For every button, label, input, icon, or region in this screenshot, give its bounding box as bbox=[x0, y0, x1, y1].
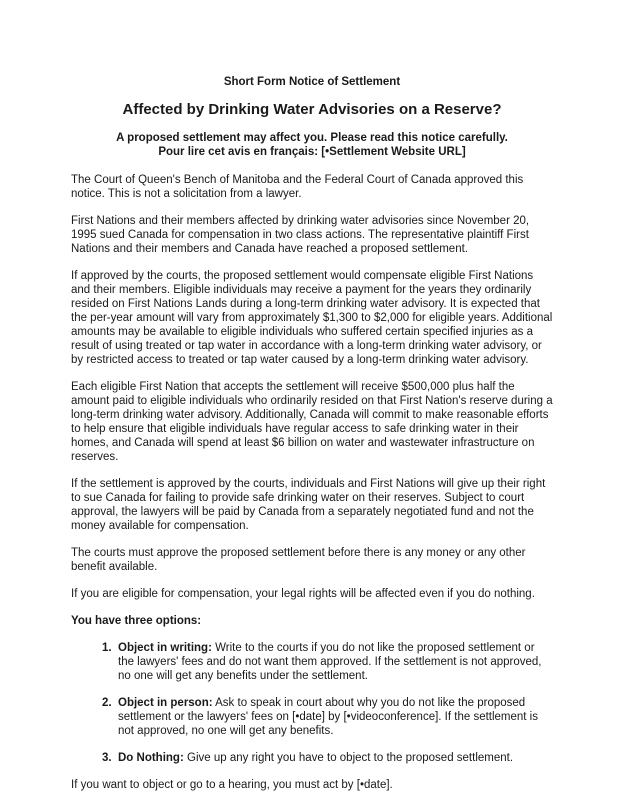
paragraph-legal-rights-affected: If you are eligible for compensation, your legal rights will be affected even if you do nothing. bbox=[71, 588, 535, 600]
subtitle-block bbox=[71, 131, 553, 159]
page-title: Affected by Drinking Water Advisories on a Reserve? bbox=[122, 101, 502, 118]
option-label: Do Nothing: bbox=[118, 752, 184, 764]
closing-paragraph: If you want to object or go to a hearing, you must act by [•date]. bbox=[71, 779, 393, 791]
option-number: 2. bbox=[102, 697, 112, 709]
option-body bbox=[118, 641, 553, 683]
option-item-object-in-writing bbox=[102, 641, 553, 683]
option-text: Write to the courts if you do not like the proposed settlement or the lawyers' fees and do not want them approved. If the settlement is not approved, no one will get any benefits under the settlement. bbox=[118, 642, 542, 682]
paragraph-courts-must-approve: The courts must approve the proposed settlement before there is any money or any other benefit available. bbox=[71, 547, 526, 573]
option-number: 3. bbox=[102, 752, 112, 764]
option-label: Object in person: bbox=[118, 697, 213, 709]
option-label: Object in writing: bbox=[118, 642, 212, 654]
option-body bbox=[118, 751, 553, 765]
subtitle-line-1: A proposed settlement may affect you. Please read this notice carefully. bbox=[116, 132, 508, 144]
paragraph-court-approved: The Court of Queen's Bench of Manitoba and the Federal Court of Canada approved this notice. This is not a solicitation from a lawyer. bbox=[71, 174, 524, 200]
paragraph-class-actions: First Nations and their members affected by drinking water advisories since November 20, 1995 sued Canada for compensation in two class actions. The representative plaintiff First Nations and their members and Canada have reached a proposed settlement. bbox=[71, 215, 530, 255]
document-kicker: Short Form Notice of Settlement bbox=[223, 76, 401, 88]
options-heading: You have three options: bbox=[71, 615, 202, 627]
paragraph-first-nation-amounts: Each eligible First Nation that accepts the settlement will receive $500,000 plus half the amount paid to eligible individuals who ordinarily resided on that First Nation's reserve during a long-term drinking water advisory. Additionally, Canada will commit to make reasonable efforts to help ensure that eligible individuals have regular access to safe drinking water in their homes, and Canada will spend at least $6 billion on water and wastewater infrastructure on reserves. bbox=[71, 381, 553, 463]
option-item-object-in-person bbox=[102, 696, 553, 738]
paragraph-rights-given-up: If the settlement is approved by the courts, individuals and First Nations will give up their right to sue Canada for failing to provide safe drinking water on their reserves. Subject to court approval, the lawyers will be paid by Canada from a separately negotiated fund and not the money available for compensation. bbox=[71, 478, 546, 532]
option-number: 1. bbox=[102, 642, 112, 654]
option-text: Ask to speak in court about why you do not like the proposed settlement or the lawyers' fees on [•date] by [•videoconference]. If the settlement is not approved, no one will get any benefits. bbox=[118, 697, 538, 737]
option-text: Give up any right you have to object to the proposed settlement. bbox=[187, 752, 514, 764]
option-body bbox=[118, 696, 553, 738]
paragraph-compensation-details: If approved by the courts, the proposed settlement would compensate eligible First Nations and their members. Eligible individuals may receive a payment for the years they ordinarily resided on First Nations Lands during a long-term drinking water advisory. It is expected that the per-year amount will vary from approximately $1,300 to $2,000 for eligible years. Additional amounts may be available to eligible individuals who suffered certain specified injuries as a result of using treated or tap water in accordance with a long-term drinking water advisory, or by restricted access to treated or tap water caused by a long-term drinking water advisory. bbox=[71, 270, 553, 366]
subtitle-line-2: Pour lire cet avis en français: [•Settlement Website URL] bbox=[158, 146, 466, 158]
option-item-do-nothing bbox=[102, 751, 553, 765]
options-list bbox=[102, 641, 553, 765]
